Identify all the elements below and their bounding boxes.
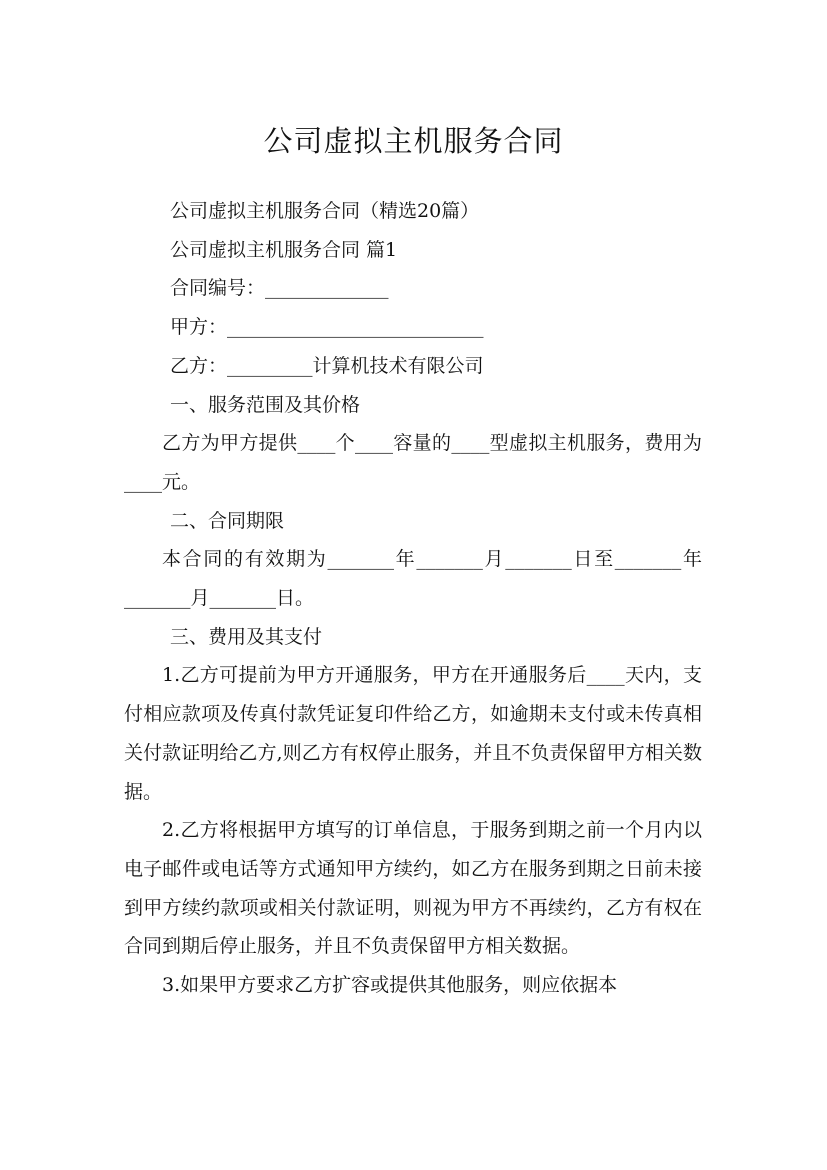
- section-1-heading: 一、服务范围及其价格: [170, 393, 361, 416]
- clause-2-paragraph: 2.乙方将根据甲方填写的订单信息，于服务到期之前一个月内以电子邮件或电话等方式通知甲方续约，如乙方在服务到期之日前未接到甲方续约款项或相关付款证明，则视为甲方不再续约，乙方有权在合同到期后停止服务，并且不负责保留甲方相关数据。: [124, 819, 702, 958]
- section-2-paragraph: 本合同的有效期为_______年_______月_______日至_______年_______月_______日。: [124, 548, 702, 610]
- section-1-paragraph: 乙方为甲方提供____个____容量的____型虚拟主机服务，费用为____元。: [124, 432, 702, 493]
- clause-3-paragraph: 3.如果甲方要求乙方扩容或提供其他服务，则应依据本: [162, 974, 618, 997]
- party-b-line: 乙方：_________计算机技术有限公司: [170, 354, 484, 377]
- section-3-heading: 三、费用及其支付: [170, 625, 323, 648]
- clause-1-paragraph: 1.乙方可提前为甲方开通服务，甲方在开通服务后____天内，支付相应款项及传真付款凭证复印件给乙方，如逾期未支付或未传真相关付款证明给乙方,则乙方有权停止服务，并且不负责保留甲方相关数据。: [124, 664, 702, 803]
- subtitle-line: 公司虚拟主机服务合同（精选20篇）: [170, 200, 480, 222]
- chapter-line: 公司虚拟主机服务合同 篇1: [170, 238, 398, 261]
- contract-number-line: 合同编号：_____________: [170, 277, 389, 300]
- section-2-heading: 二、合同期限: [170, 509, 285, 532]
- document-title: 公司虚拟主机服务合同: [263, 124, 564, 159]
- document-body: [124, 192, 702, 1005]
- party-a-line: 甲方：___________________________: [170, 316, 484, 339]
